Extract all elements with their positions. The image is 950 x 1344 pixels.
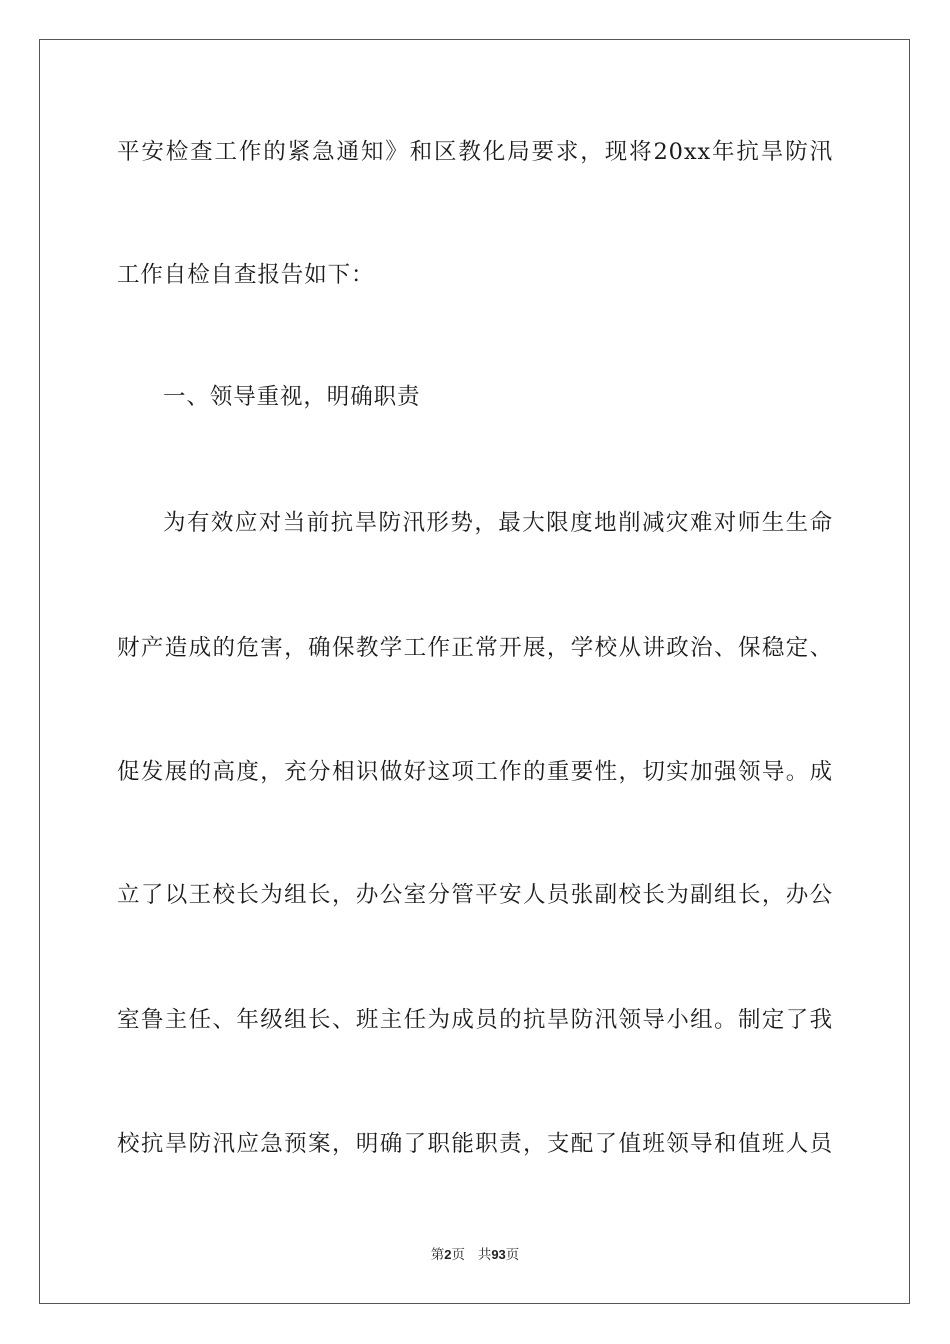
footer-total-prefix: 共 xyxy=(477,1247,492,1263)
body-text-line: 校抗旱防汛应急预案，明确了职能职责，支配了值班领导和值班人员 xyxy=(117,1131,833,1157)
body-text-line: 工作自检自查报告如下： xyxy=(117,262,375,288)
body-text-line: 为有效应对当前抗旱防汛形势，最大限度地削减灾难对师生生命 xyxy=(163,510,833,536)
footer-total-suffix: 页 xyxy=(505,1247,520,1263)
section-heading: 一、领导重视，明确职责 xyxy=(163,384,421,410)
body-text-line: 促发展的高度，充分相识做好这项工作的重要性，切实加强领导。成 xyxy=(117,759,833,785)
body-text-line: 立了以王校长为组长，办公室分管平安人员张副校长为副组长，办公 xyxy=(117,882,833,908)
body-text-line: 室鲁主任、年级组长、班主任为成员的抗旱防汛领导小组。制定了我 xyxy=(117,1007,833,1033)
footer-total-pages: 93 xyxy=(491,1247,506,1262)
body-text-line: 平安检查工作的紧急通知》和区教化局要求，现将20xx年抗旱防汛 xyxy=(117,139,833,165)
footer-page-prefix: 第 xyxy=(430,1247,445,1263)
footer-page-number: 2 xyxy=(444,1247,452,1262)
body-text-line: 财产造成的危害，确保教学工作正常开展，学校从讲政治、保稳定、 xyxy=(117,635,833,661)
page-frame xyxy=(39,39,910,1304)
footer-page-suffix: 页 xyxy=(451,1247,465,1263)
page-footer xyxy=(0,1246,950,1264)
